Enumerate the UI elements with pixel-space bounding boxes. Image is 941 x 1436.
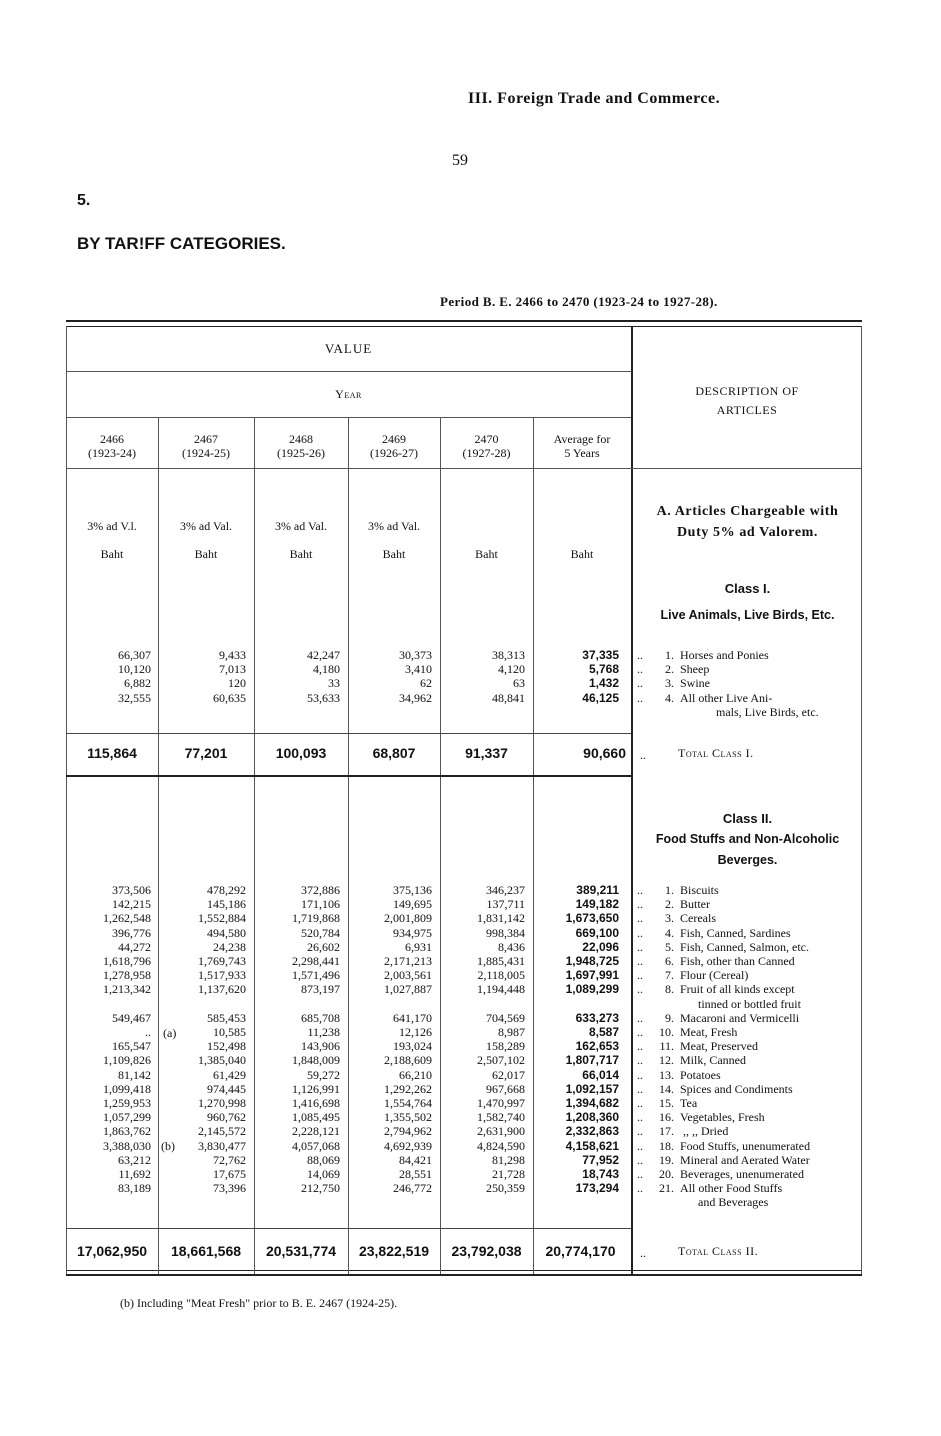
table-cell: 2,298,441 <box>292 954 340 969</box>
class2-total-3: 20,531,774 <box>265 1243 337 1259</box>
leader-dots: .. <box>637 1181 643 1196</box>
list-item: 13. Potatoes <box>659 1067 721 1082</box>
table-cell: 346,237 <box>486 883 525 897</box>
table-cell: 11,692 <box>118 1167 151 1182</box>
table-cell: 1,432 <box>588 676 619 691</box>
table-cell: 250,359 <box>486 1181 525 1196</box>
leader-dots: .. <box>637 1053 643 1068</box>
table-cell: 373,506 <box>112 883 151 897</box>
leader-dots: .. <box>637 676 643 691</box>
list-item: 3. Cereals <box>665 911 716 926</box>
table-cell: 3,410 <box>405 662 432 677</box>
col-header-year-5: 2470 <box>474 432 499 446</box>
table-cell: 1,769,743 <box>198 954 246 969</box>
table-cell: 4,120 <box>498 662 525 677</box>
list-item: 2. Sheep <box>665 662 710 677</box>
table-cell: 1,831,142 <box>477 911 525 926</box>
list-item: 9. Macaroni and Vermicelli <box>665 1010 800 1025</box>
col-unit-4: Baht <box>382 547 406 561</box>
class1-leader-dots <box>637 648 643 719</box>
class1-total-4: 68,807 <box>372 745 416 761</box>
table-cell: 34,962 <box>399 690 432 705</box>
class1-subtitle: Live Animals, Live Birds, Etc. <box>660 608 835 622</box>
table-cell: 2,001,809 <box>384 911 432 926</box>
class2-total-1: 17,062,950 <box>76 1243 148 1259</box>
table-cell: 212,750 <box>301 1181 340 1196</box>
leader-dots: .. <box>637 1096 643 1111</box>
table-cell: 38,313 <box>492 648 525 662</box>
table-cell: 1,571,496 <box>292 968 340 983</box>
table-cell: 1,109,826 <box>103 1053 151 1068</box>
table-cell: 1,618,796 <box>103 954 151 969</box>
class2-total-top-rule <box>66 1228 631 1229</box>
class2-total-average: 20,774,170 <box>545 1243 616 1259</box>
class2-col-3 <box>254 883 340 1195</box>
table-cell: 641,170 <box>393 1010 432 1025</box>
list-item: 3. Swine <box>665 676 710 691</box>
table-cell: 478,292 <box>207 883 246 897</box>
table-cell: 22,096 <box>582 939 619 954</box>
table-cell: 10,585 <box>213 1025 246 1040</box>
table-cell: 24,238 <box>213 939 246 954</box>
table-cell: 11,238 <box>307 1025 340 1040</box>
col-rate-4: 3% ad Val. <box>367 519 421 533</box>
table-cell: 1,948,725 <box>565 954 619 969</box>
table-top-rule-inner <box>66 326 862 327</box>
list-item: 2. Butter <box>665 897 710 912</box>
table-cell: 48,841 <box>492 690 525 705</box>
table-cell: 59,272 <box>307 1067 340 1082</box>
table-cell: 142,215 <box>112 897 151 912</box>
class2-title: Class II. <box>722 811 773 826</box>
list-item: 15. Tea <box>659 1096 698 1111</box>
table-cell: 8,436 <box>498 939 525 954</box>
table-cell: 1,863,762 <box>103 1124 151 1139</box>
col-rate-3: 3% ad Val. <box>274 519 328 533</box>
list-item: 8. Fruit of all kinds except tinned or bottled fruit <box>665 982 801 1011</box>
table-cell: 32,555 <box>118 690 151 705</box>
table-cell: 137,711 <box>486 897 525 912</box>
leader-dots: .. <box>637 1110 643 1125</box>
table-cell: 520,784 <box>301 925 340 940</box>
table-cell: 1,582,740 <box>477 1110 525 1125</box>
class2-total-label: Total Class II. <box>678 1244 759 1258</box>
table-cell: 1,554,764 <box>384 1096 432 1111</box>
class2-col-5 <box>440 883 525 1195</box>
leader-dots: .. <box>637 1025 643 1040</box>
list-item: 6. Fish, other than Canned <box>665 954 795 969</box>
table-cell: 2,507,102 <box>477 1053 525 1068</box>
table-cell: 1,027,887 <box>384 982 432 997</box>
footnote-marker-b: (b) <box>161 1139 175 1153</box>
table-cell: 84,421 <box>399 1152 432 1167</box>
table-cell: 1,807,717 <box>565 1053 619 1068</box>
period-label: Period B. E. 2466 to 2470 (1923-24 to 1927-28). <box>440 294 718 309</box>
table-cell: 66,307 <box>118 648 151 662</box>
table-cell: 88,069 <box>307 1152 340 1167</box>
value-header-rule <box>66 371 631 372</box>
table-cell: 5,768 <box>588 662 619 677</box>
table-cell: 4,180 <box>313 662 340 677</box>
class1-descriptions <box>652 648 857 719</box>
table-cell: 44,272 <box>118 939 151 954</box>
list-item: 4. All other Live Ani- mals, Live Birds, etc. <box>665 690 819 719</box>
class1-col-average <box>533 648 619 705</box>
table-cell: 4,158,621 <box>565 1138 619 1153</box>
list-item: 16. Vegetables, Fresh <box>659 1110 765 1125</box>
table-cell: 1,137,620 <box>198 982 246 997</box>
list-item: 14. Spices and Condiments <box>659 1081 793 1096</box>
class2-subtitle: Food Stuffs and Non-Alcoholic Beverges. <box>655 832 840 867</box>
table-cell: 165,547 <box>112 1039 151 1054</box>
table-cell: 1,099,418 <box>103 1081 151 1096</box>
table-cell: 1,092,157 <box>565 1081 619 1096</box>
list-item: 21. All other Food Stuffs and Beverages <box>659 1181 783 1210</box>
table-cell: 143,906 <box>301 1039 340 1054</box>
table-cell: 2,118,005 <box>477 968 525 983</box>
table-cell: 81,142 <box>118 1067 151 1082</box>
leader-dots: .. <box>637 1067 643 1082</box>
table-cell: 1,208,360 <box>565 1110 619 1125</box>
table-cell: 2,332,863 <box>565 1124 619 1139</box>
table-cell: 934,975 <box>393 925 432 940</box>
class1-col-5 <box>440 648 525 705</box>
table-cell: 4,824,590 <box>477 1138 525 1153</box>
col-header-year-2: 2467 <box>194 432 218 446</box>
class1-col-1 <box>66 648 151 705</box>
value-header: VALUE <box>324 341 373 356</box>
footnote-marker-a: (a) <box>163 1026 177 1040</box>
class2-col-4 <box>348 883 432 1195</box>
page-heading: BY TAR!FF CATEGORIES. <box>77 234 286 253</box>
table-bottom-rule-outer <box>66 1274 862 1276</box>
col-header-year-3: 2468 <box>289 432 313 446</box>
table-cell: 967,668 <box>486 1081 525 1096</box>
table-cell: 21,728 <box>492 1167 525 1182</box>
table-cell: 389,211 <box>576 883 619 897</box>
class1-title: Class I. <box>724 581 771 596</box>
table-cell: 4,057,068 <box>292 1138 340 1153</box>
class2-total-2: 18,661,568 <box>170 1243 242 1259</box>
col-unit-6: Baht <box>570 547 594 561</box>
class2-total-4: 23,822,519 <box>358 1243 430 1259</box>
leader-dots: .. <box>637 1167 643 1182</box>
col-unit-1: Baht <box>100 547 124 561</box>
list-item: 17. ,, ,, Dried <box>659 1124 729 1139</box>
class1-col-2 <box>158 648 246 705</box>
leader-dots: .. <box>637 1081 643 1096</box>
table-cell: 1,057,299 <box>103 1110 151 1125</box>
table-cell: 3,388,030 <box>103 1138 151 1153</box>
col-header-fy-6: 5 Years <box>564 446 600 460</box>
table-cell: 1,262,548 <box>103 911 151 926</box>
table-cell: 2,145,572 <box>198 1124 246 1139</box>
class1-col-4 <box>348 648 432 705</box>
class1-total-3: 100,093 <box>275 745 327 761</box>
table-top-rule <box>66 320 862 322</box>
table-cell: 62 <box>420 676 432 691</box>
table-cell: 998,384 <box>486 925 525 940</box>
table-cell: 1,848,009 <box>292 1053 340 1068</box>
leader-dots: .. <box>637 648 643 662</box>
class2-descriptions <box>652 883 860 1210</box>
table-cell: 1,194,448 <box>477 982 525 997</box>
table-cell: 7,013 <box>219 662 246 677</box>
col-unit-3: Baht <box>289 547 313 561</box>
table-cell: 1,719,868 <box>292 911 340 926</box>
table-cell: 549,467 <box>112 1010 151 1025</box>
leader-dots: .. <box>637 883 643 897</box>
list-item: 18. Food Stuffs, unenumerated <box>659 1138 811 1153</box>
list-item: 10. Meat, Fresh <box>659 1025 738 1040</box>
description-header: DESCRIPTION OF ARTICLES <box>695 384 799 417</box>
table-cell: 974,445 <box>207 1081 246 1096</box>
table-cell: 46,125 <box>582 690 619 705</box>
table-cell: 6,931 <box>405 939 432 954</box>
table-cell: 1,470,997 <box>477 1096 525 1111</box>
class1-total-1: 115,864 <box>87 745 137 761</box>
table-cell: 704,569 <box>486 1010 525 1025</box>
table-cell: 873,197 <box>301 982 340 997</box>
table-cell: 1,085,495 <box>292 1110 340 1125</box>
list-item: 12. Milk, Canned <box>659 1053 746 1068</box>
table-cell: 2,188,609 <box>384 1053 432 1068</box>
table-cell: 1,673,650 <box>565 911 619 926</box>
page-number: 59 <box>452 152 468 169</box>
class2-total-dots: .. <box>640 1246 646 1260</box>
table-cell: 61,429 <box>213 1067 246 1082</box>
table-cell: 149,695 <box>393 897 432 912</box>
table-cell: 37,335 <box>582 648 619 662</box>
col-unit-5: Baht <box>475 547 498 561</box>
table-cell: 669,100 <box>575 925 619 940</box>
col-header-fy-1: (1923-24) <box>88 446 136 460</box>
leader-dots: .. <box>637 939 643 954</box>
table-bottom-rule <box>66 1270 862 1271</box>
class1-total-5: 91,337 <box>465 745 508 761</box>
table-cell: 30,373 <box>399 648 432 662</box>
table-cell: 2,631,900 <box>477 1124 525 1139</box>
table-cell: 18,743 <box>582 1167 619 1182</box>
table-cell: 14,069 <box>307 1167 340 1182</box>
class1-total-dots: .. <box>640 748 646 762</box>
table-cell: 2,003,561 <box>384 968 432 983</box>
table-cell: 1,126,991 <box>292 1081 340 1096</box>
class1-total-2: 77,201 <box>184 745 228 761</box>
table-cell: 1,394,682 <box>565 1096 619 1111</box>
table-cell: 81,298 <box>492 1152 525 1167</box>
table-cell: 1,270,998 <box>198 1096 246 1111</box>
year-header: Year <box>335 387 362 401</box>
table-cell: 396,776 <box>112 925 151 940</box>
class1-total-top-rule <box>66 733 631 734</box>
leader-dots: .. <box>637 954 643 969</box>
table-cell: 63 <box>513 676 525 691</box>
table-cell: 633,273 <box>575 1010 619 1025</box>
table-cell: 8,587 <box>588 1025 619 1040</box>
table-cell: 2,794,962 <box>384 1124 432 1139</box>
table-cell: 77,952 <box>582 1152 619 1167</box>
table-cell: 685,708 <box>301 1010 340 1025</box>
table-cell: 152,498 <box>207 1039 246 1054</box>
table-cell: 1,385,040 <box>198 1053 246 1068</box>
table-cell: 73,396 <box>213 1181 246 1196</box>
table-cell: 1,292,262 <box>384 1081 432 1096</box>
table-cell: 372,886 <box>301 883 340 897</box>
list-item: 1. Biscuits <box>665 883 719 897</box>
leader-dots: .. <box>637 1152 643 1167</box>
table-cell: 66,014 <box>582 1067 619 1082</box>
list-item: 11. Meat, Preserved <box>659 1039 758 1054</box>
class2-col-1 <box>66 883 151 1195</box>
table-cell: 83,189 <box>118 1181 151 1196</box>
class1-total-label: Total Class I. <box>678 746 754 760</box>
table-cell: 42,247 <box>307 648 340 662</box>
table-cell: 63,212 <box>118 1152 151 1167</box>
list-item: 7. Flour (Cereal) <box>665 968 749 983</box>
table-cell: 10,120 <box>118 662 151 677</box>
table-cell: 1,089,299 <box>565 982 619 997</box>
table-cell: 585,453 <box>207 1010 246 1025</box>
col-header-year-1: 2466 <box>100 432 124 446</box>
table-cell: 2,228,121 <box>292 1124 340 1139</box>
table-cell: 158,289 <box>486 1039 525 1054</box>
table-cell: 4,692,939 <box>384 1138 432 1153</box>
class2-leader-dots <box>637 883 643 1210</box>
table-cell: 171,106 <box>301 897 340 912</box>
col-header-fy-3: (1925-26) <box>277 446 325 460</box>
col-unit-2: Baht <box>194 547 218 561</box>
table-cell: 494,580 <box>207 925 246 940</box>
leader-dots: .. <box>637 925 643 940</box>
class1-col-3 <box>254 648 340 705</box>
class2-col-average <box>533 883 619 1195</box>
table-cell: 60,635 <box>213 690 246 705</box>
section-number: 5. <box>77 192 91 209</box>
leader-dots: .. <box>637 911 643 926</box>
class1-total-bottom-rule <box>66 775 631 777</box>
list-item: 4. Fish, Canned, Sardines <box>665 925 791 940</box>
table-cell: 62,017 <box>492 1067 525 1082</box>
leader-dots: .. <box>637 690 643 705</box>
article-group-heading: A. Articles Chargeable with Duty 5% ad Valorem. <box>656 504 839 540</box>
table-cell: 1,355,502 <box>384 1110 432 1125</box>
table-cell: .. <box>145 1025 151 1040</box>
leader-dots: .. <box>637 1039 643 1054</box>
list-item: 19. Mineral and Aerated Water <box>659 1152 810 1167</box>
list-item: 1. Horses and Ponies <box>665 648 769 662</box>
table-cell: 1,517,933 <box>198 968 246 983</box>
col-header-fy-4: (1926-27) <box>370 446 418 460</box>
table-cell: 162,653 <box>575 1039 619 1054</box>
table-cell: 6,882 <box>124 676 151 691</box>
table-cell: 26,602 <box>307 939 340 954</box>
table-cell: 12,126 <box>399 1025 432 1040</box>
table-cell: 193,024 <box>393 1039 432 1054</box>
table-cell: 960,762 <box>207 1110 246 1125</box>
leader-dots: .. <box>637 897 643 912</box>
list-item: 5. Fish, Canned, Salmon, etc. <box>665 939 809 954</box>
table-cell: 17,675 <box>213 1167 246 1182</box>
table-cell: 28,551 <box>399 1167 432 1182</box>
col-rate-2: 3% ad Val. <box>179 519 233 533</box>
table-cell: 53,633 <box>307 690 340 705</box>
table-cell: 33 <box>328 676 340 691</box>
table-cell: 3,830,477 <box>198 1138 246 1153</box>
table-cell: 1,416,698 <box>292 1096 340 1111</box>
col-header-fy-2: (1924-25) <box>182 446 230 460</box>
table-cell: 1,278,958 <box>103 968 151 983</box>
col-header-year-6: Average for <box>553 432 611 446</box>
list-item: 20. Beverages, unenumerated <box>659 1167 804 1182</box>
leader-dots: .. <box>637 662 643 677</box>
table-cell: 66,210 <box>399 1067 432 1082</box>
table-cell: 1,213,342 <box>103 982 151 997</box>
footnote: (b) Including "Meat Fresh" prior to B. E. 2467 (1924-25). <box>120 1296 398 1310</box>
table-cell: 246,772 <box>393 1181 432 1196</box>
col-rate-1: 3% ad V.l. <box>87 519 137 533</box>
table-cell: 2,171,213 <box>384 954 432 969</box>
table-cell: 8,987 <box>498 1025 525 1040</box>
table-cell: 72,762 <box>213 1152 246 1167</box>
table-cell: 1,259,953 <box>103 1096 151 1111</box>
table-cell: 9,433 <box>219 648 246 662</box>
column-header-rule <box>66 468 862 469</box>
col-header-year-4: 2469 <box>382 432 406 446</box>
table-cell: 149,182 <box>575 897 619 912</box>
leader-dots: .. <box>637 982 643 997</box>
table-cell: 1,885,431 <box>477 954 525 969</box>
class1-total-average: 90,660 <box>583 745 626 761</box>
leader-dots: .. <box>637 1124 643 1139</box>
table-cell: 120 <box>228 676 246 691</box>
table-cell: 375,136 <box>393 883 432 897</box>
col-header-fy-5: (1927-28) <box>462 446 511 460</box>
leader-dots: .. <box>637 1138 643 1153</box>
section-title: III. Foreign Trade and Commerce. <box>468 90 721 107</box>
class2-total-5: 23,792,038 <box>451 1243 522 1259</box>
table-cell: 173,294 <box>575 1181 619 1196</box>
table-cell: 1,697,991 <box>565 968 619 983</box>
table-cell: 145,186 <box>207 897 246 912</box>
leader-dots: .. <box>637 968 643 983</box>
table-cell: 1,552,884 <box>198 911 246 926</box>
leader-dots: .. <box>637 1010 643 1025</box>
